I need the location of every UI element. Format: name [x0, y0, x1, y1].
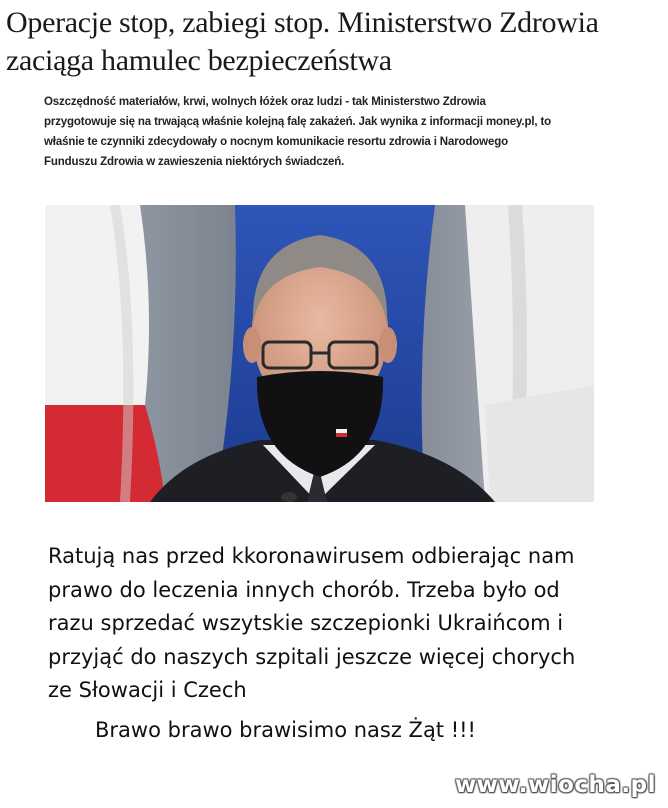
comment-line-4: przyjąć do naszych szpitali jeszcze więcej chorych — [48, 644, 576, 669]
lead-line-3: właśnie te czynniki zdecydowały o nocnym komunikacie resortu zdrowia i Narodowego — [44, 136, 508, 148]
article-headline — [6, 4, 666, 80]
site-watermark: www.wiocha.pl — [454, 772, 656, 798]
comment-line-1: Ratują nas przed kkoronawirusem odbierając nam — [48, 544, 575, 568]
comment-line-2: prawo do leczenia innych chorób. Trzeba było od — [48, 577, 560, 602]
lead-line-4: Funduszu Zdrowia w zawieszenia niektórych świadczeń. — [44, 156, 345, 168]
article-lead — [44, 92, 604, 172]
headline-line-2: zaciąga hamulec bezpieczeństwa — [6, 44, 392, 77]
bravo-line: Brawo brawo brawisimo nasz Żąt !!! — [95, 718, 476, 742]
user-comment — [48, 540, 658, 708]
polish-flag-right — [465, 205, 594, 502]
photo-illustration — [45, 205, 594, 502]
lead-line-2: przygotowuje się na trwającą właśnie kolejną falę zakażeń. Jak wynika z informacji money.pl, to — [44, 116, 552, 128]
comment-line-5: ze Słowacji i Czech — [48, 678, 247, 702]
article-photo — [45, 205, 594, 502]
lead-line-1: Oszczędność materiałów, krwi, wolnych łóżek oraz ludzi - tak Ministerstwo Zdrowia — [44, 96, 486, 108]
headline-line-1: Operacje stop, zabiegi stop. Ministerstwo Zdrowia — [6, 6, 599, 39]
comment-line-3: razu sprzedać wszytskie szczepionki Ukraińcom i — [48, 611, 564, 635]
